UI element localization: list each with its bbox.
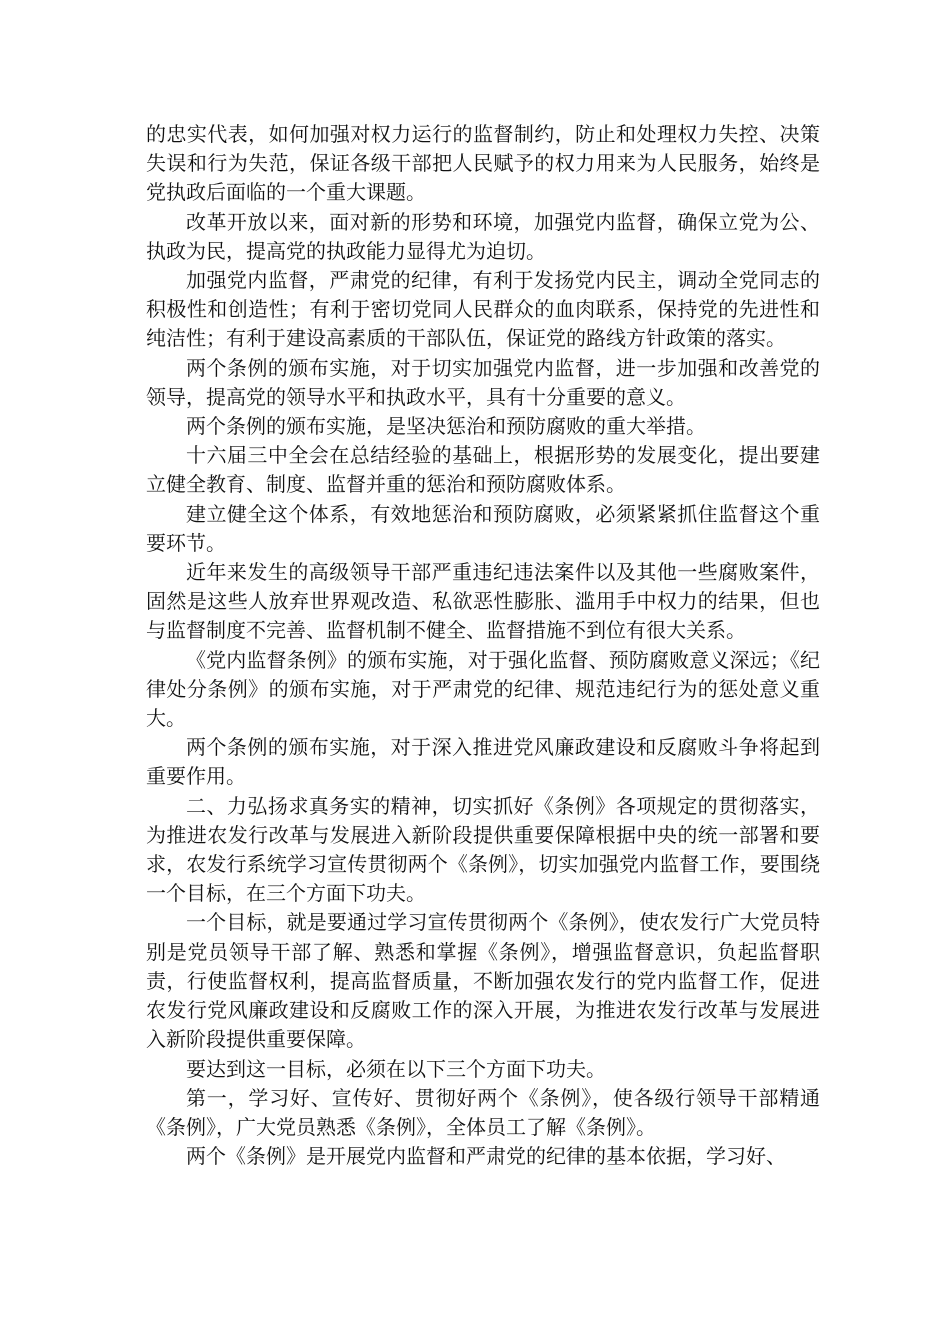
paragraph-continuation: 的忠实代表，如何加强对权力运行的监督制约，防止和处理权力失控、决策失误和行为失范，保证各级干部把人民赋予的权力用来为人民服务，始终是党执政后面临的一个重大课题。 <box>146 122 820 205</box>
paragraph: 两个条例的颁布实施，对于深入推进党风廉政建设和反腐败斗争将起到重要作用。 <box>146 735 820 789</box>
paragraph: 加强党内监督，严肃党的纪律，有利于发扬党内民主，调动全党同志的积极性和创造性；有利于密切党同人民群众的血肉联系，保持党的先进性和纯洁性；有利于建设高素质的干部队伍，保证党的路线方针政策的落实。 <box>146 268 820 351</box>
paragraph: 两个条例的颁布实施，是坚决惩治和预防腐败的重大举措。 <box>186 414 706 439</box>
paragraph: 十六届三中全会在总结经验的基础上，根据形势的发展变化，提出要建立健全教育、制度、监督并重的惩治和预防腐败体系。 <box>146 443 820 497</box>
document-body <box>146 120 820 1171</box>
paragraph: 建立健全这个体系，有效地惩治和预防腐败，必须紧紧抓住监督这个重要环节。 <box>146 501 820 555</box>
paragraph: 《党内监督条例》的颁布实施，对于强化监督、预防腐败意义深远；《纪律处分条例》的颁布实施，对于严肃党的纪律、规范违纪行为的惩处意义重大。 <box>146 647 820 731</box>
paragraph: 改革开放以来，面对新的形势和环境，加强党内监督，确保立党为公、执政为民，提高党的执政能力显得尤为迫切。 <box>146 209 820 263</box>
paragraph: 两个《条例》是开展党内监督和严肃党的纪律的基本依据，学习好、 <box>186 1144 786 1169</box>
paragraph: 第一，学习好、宣传好、贯彻好两个《条例》，使各级行领导干部精通《条例》，广大党员熟悉《条例》，全体员工了解《条例》。 <box>146 1085 820 1139</box>
section-heading-paragraph: 二、力弘扬求真务实的精神，切实抓好《条例》各项规定的贯彻落实，为推进农发行改革与发展进入新阶段提供重要保障根据中央的统一部署和要求，农发行系统学习宣传贯彻两个《条例》，切实加强党内监督工作，要围绕一个目标，在三个方面下功夫。 <box>146 793 820 906</box>
paragraph: 一个目标，就是要通过学习宣传贯彻两个《条例》，使农发行广大党员特别是党员领导干部了解、熟悉和掌握《条例》，增强监督意识，负起监督职责，行使监督权利，提高监督质量，不断加强农发行的党内监督工作，促进农发行党风廉政建设和反腐败工作的深入开展，为推进农发行改革与发展进入新阶段提供重要保障。 <box>146 910 820 1052</box>
paragraph: 两个条例的颁布实施，对于切实加强党内监督，进一步加强和改善党的领导，提高党的领导水平和执政水平，具有十分重要的意义。 <box>146 355 820 409</box>
paragraph: 近年来发生的高级领导干部严重违纪违法案件以及其他一些腐败案件，固然是这些人放弃世界观改造、私欲恶性膨胀、滥用手中权力的结果，但也与监督制度不完善、监督机制不健全、监督措施不到位有很大关系。 <box>146 560 820 643</box>
paragraph: 要达到这一目标，必须在以下三个方面下功夫。 <box>186 1056 606 1081</box>
